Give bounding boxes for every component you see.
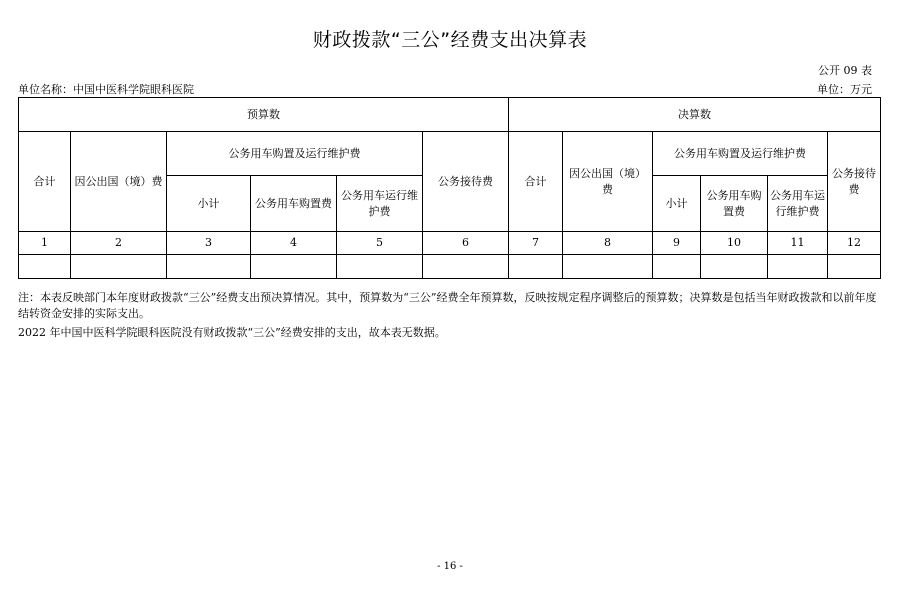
budget-subtotal-header: 小计 bbox=[167, 176, 251, 232]
budget-vehicle-operation-header: 公务用车运行维护费 bbox=[337, 176, 423, 232]
form-number: 公开 09 表 bbox=[818, 64, 872, 77]
column-number: 3 bbox=[167, 232, 251, 255]
data-row-empty bbox=[19, 255, 881, 279]
final-vehicle-group-header: 公务用车购置及运行维护费 bbox=[653, 132, 828, 176]
data-cell bbox=[653, 255, 701, 279]
final-overseas-header: 因公出国（境）费 bbox=[563, 132, 653, 232]
column-number: 6 bbox=[423, 232, 509, 255]
data-cell bbox=[251, 255, 337, 279]
budget-reception-header: 公务接待费 bbox=[423, 132, 509, 232]
unit-label: 单位：万元 bbox=[817, 83, 872, 96]
page-number: - 16 - bbox=[437, 561, 463, 572]
final-vehicle-operation-header: 公务用车运行维护费 bbox=[768, 176, 828, 232]
header-row-1 bbox=[19, 98, 881, 132]
header-row-2 bbox=[19, 132, 881, 176]
column-number: 7 bbox=[509, 232, 563, 255]
expenditure-table bbox=[18, 97, 881, 279]
data-cell bbox=[828, 255, 881, 279]
data-cell bbox=[337, 255, 423, 279]
final-header: 决算数 bbox=[509, 98, 881, 132]
column-number: 8 bbox=[563, 232, 653, 255]
column-number: 10 bbox=[701, 232, 768, 255]
data-cell bbox=[71, 255, 167, 279]
page-title: 财政拨款“三公”经费支出决算表 bbox=[312, 29, 588, 51]
data-cell bbox=[563, 255, 653, 279]
data-cell bbox=[423, 255, 509, 279]
no-data-note: 2022 年中国中医科学院眼科医院没有财政拨款“三公”经费安排的支出，故本表无数据。 bbox=[18, 326, 446, 339]
column-number: 11 bbox=[768, 232, 828, 255]
table-note: 注：本表反映部门本年度财政拨款“三公”经费支出预决算情况。其中，预算数为“三公”经费全年预算数，反映按规定程序调整后的预算数；决算数是包括当年财政拨款和以前年度结转资金安排的实际支出。 bbox=[18, 291, 877, 320]
column-number: 5 bbox=[337, 232, 423, 255]
column-number-row bbox=[19, 232, 881, 255]
final-vehicle-purchase-header: 公务用车购置费 bbox=[701, 176, 768, 232]
column-number: 12 bbox=[828, 232, 881, 255]
budget-vehicle-group-header: 公务用车购置及运行维护费 bbox=[167, 132, 423, 176]
unit-name-label: 单位名称：中国中医科学院眼科医院 bbox=[18, 83, 194, 96]
column-number: 4 bbox=[251, 232, 337, 255]
budget-overseas-header: 因公出国（境）费 bbox=[71, 132, 167, 232]
final-subtotal-header: 小计 bbox=[653, 176, 701, 232]
data-cell bbox=[701, 255, 768, 279]
budget-total-header: 合计 bbox=[19, 132, 71, 232]
final-total-header: 合计 bbox=[509, 132, 563, 232]
data-cell bbox=[509, 255, 563, 279]
column-number: 2 bbox=[71, 232, 167, 255]
data-cell bbox=[19, 255, 71, 279]
data-cell bbox=[167, 255, 251, 279]
budget-header: 预算数 bbox=[19, 98, 509, 132]
data-cell bbox=[768, 255, 828, 279]
column-number: 1 bbox=[19, 232, 71, 255]
budget-vehicle-purchase-header: 公务用车购置费 bbox=[251, 176, 337, 232]
column-number: 9 bbox=[653, 232, 701, 255]
final-reception-header: 公务接待费 bbox=[828, 132, 881, 232]
